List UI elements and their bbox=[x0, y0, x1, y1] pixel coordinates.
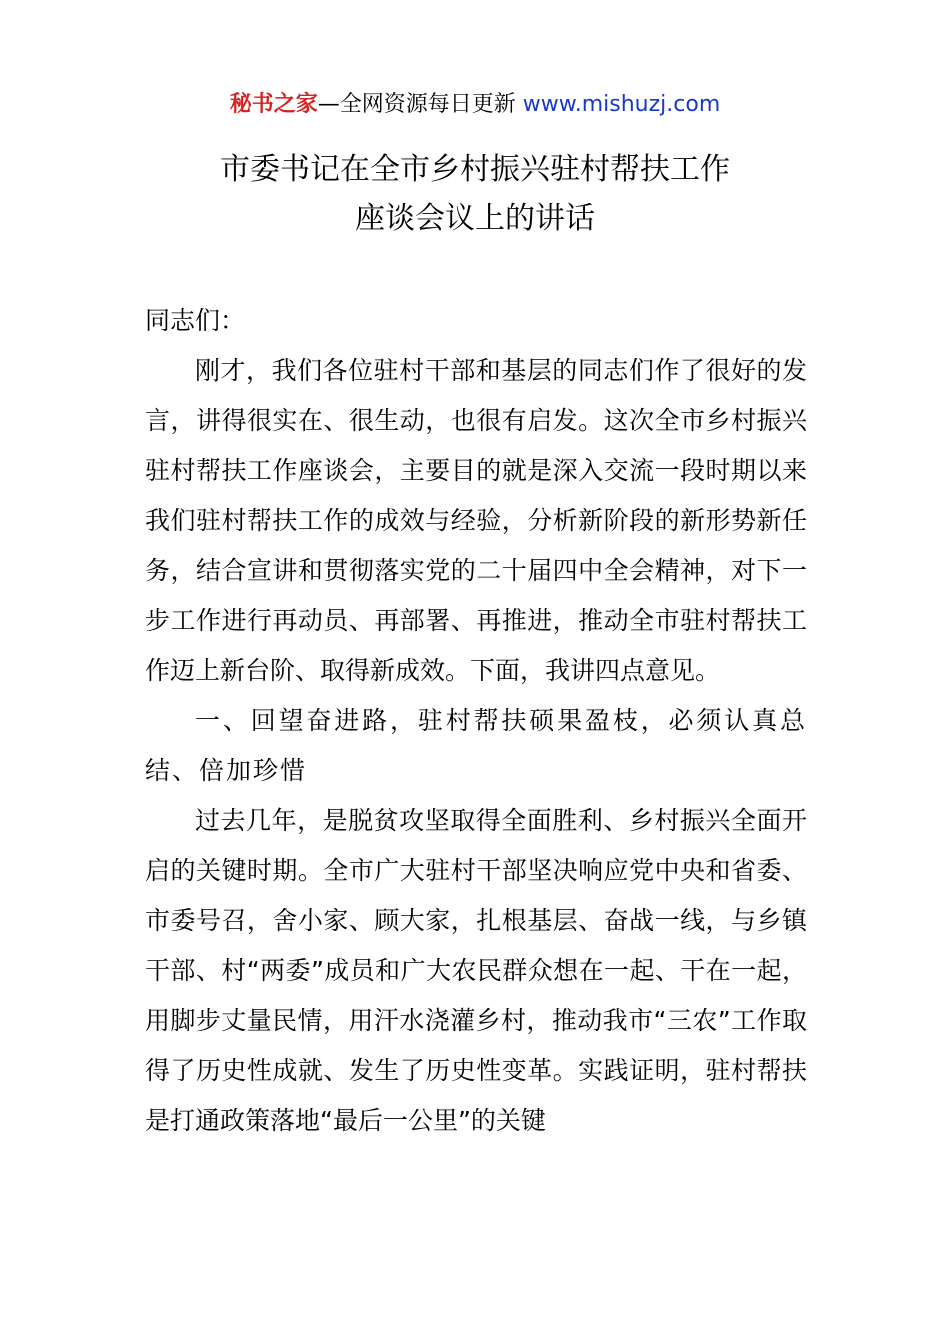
brand-name: 秘书之家 bbox=[229, 92, 318, 117]
header-tagline: —全网资源每日更新 bbox=[317, 92, 516, 117]
document-title-line-2: 座谈会议上的讲话 bbox=[355, 201, 595, 236]
document-title-line-1: 市委书记在全市乡村振兴驻村帮扶工作 bbox=[220, 152, 730, 187]
paragraph-opening: 刚才，我们各位驻村干部和基层的同志们作了很好的发言，讲得很实在、很生动，也很有启发。这次全市乡村振兴驻村帮扶工作座谈会，主要目的就是深入交流一段时期以来我们驻村帮扶工作的成效与经验，分析新阶段的新形势新任务，结合宣讲和贯彻落实党的二十届四中全会精神，对下一步工作进行再动员、再部署、再推进，推动全市驻村帮扶工作迈上新台阶、取得新成效。下面，我讲四点意见。 bbox=[145, 356, 807, 685]
salutation: 同志们： bbox=[145, 306, 246, 335]
document-body bbox=[145, 296, 807, 1146]
site-url-link[interactable]: www.mishuzj.com bbox=[522, 92, 721, 117]
site-header bbox=[0, 88, 950, 122]
section-heading-1: 一、回望奋进路，驻村帮扶硕果盈枝，必须认真总结、倍加珍惜 bbox=[145, 706, 807, 785]
paragraph-section-1: 过去几年，是脱贫攻坚取得全面胜利、乡村振兴全面开启的关键时期。全市广大驻村干部坚决响应党中央和省委、市委号召，舍小家、顾大家，扎根基层、奋战一线，与乡镇干部、村“两委”成员和广大农民群众想在一起、干在一起，用脚步丈量民情，用汗水浇灌乡村，推动我市“三农”工作取得了历史性成就、发生了历史性变革。实践证明，驻村帮扶是打通政策落地“最后一公里”的关键 bbox=[145, 806, 807, 1135]
